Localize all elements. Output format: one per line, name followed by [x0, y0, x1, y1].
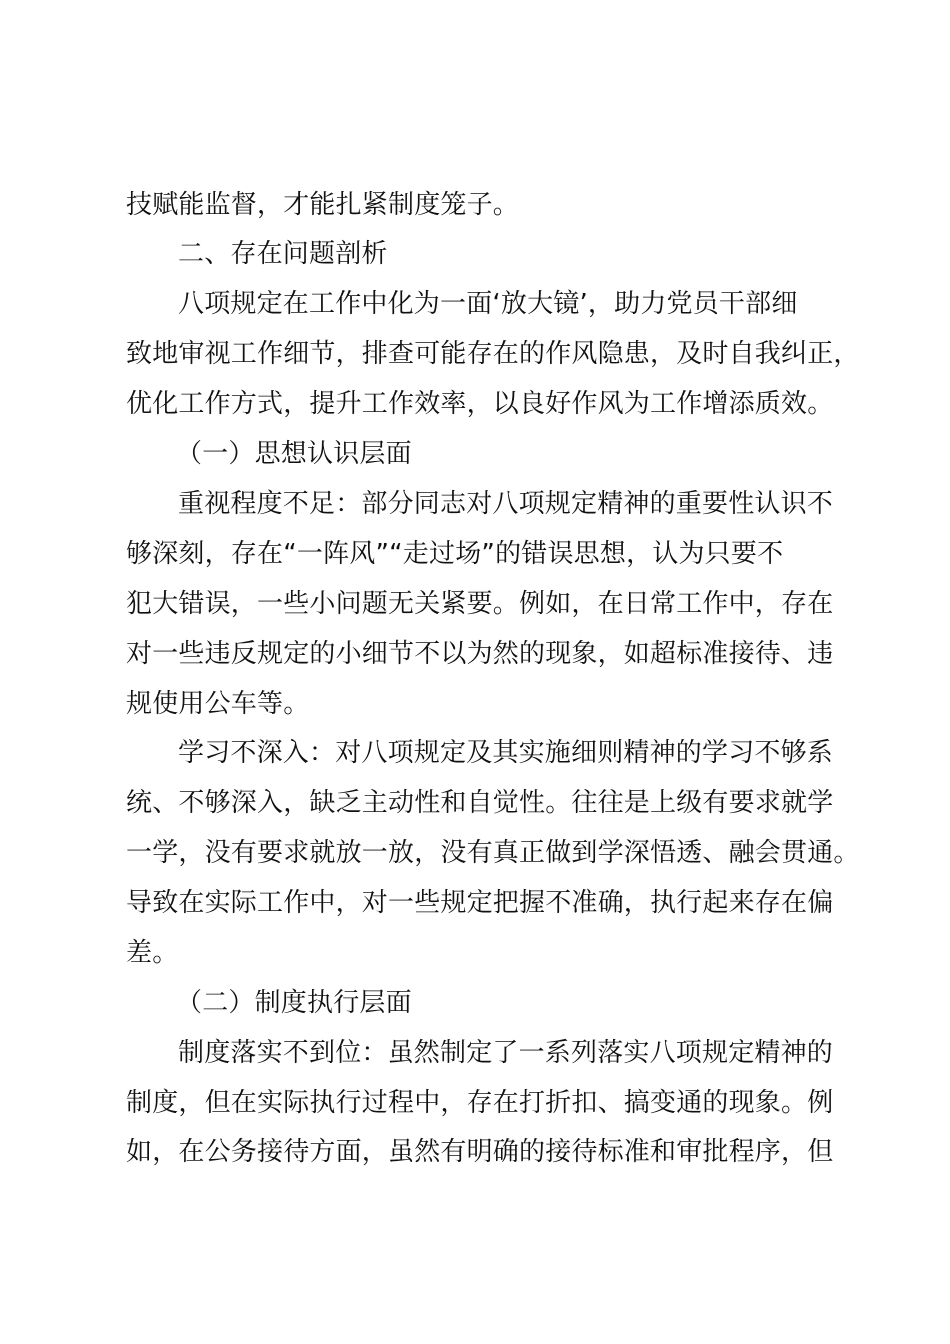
text-line: 差。: [126, 938, 179, 968]
text-line: 制度，但在实际执行过程中，存在打折扣、搞变通的现象。例: [126, 1088, 834, 1118]
text-line: 重视程度不足：部分同志对八项规定精神的重要性认识不: [178, 489, 834, 519]
text-line: 制度落实不到位：虽然制定了一系列落实八项规定精神的: [178, 1038, 834, 1068]
text-line: 规使用公车等。: [126, 689, 310, 719]
text-line: 八项规定在工作中化为一面‘放大镜’，助力党员干部细: [178, 289, 798, 319]
subsection-heading: （二）制度执行层面: [176, 988, 412, 1018]
section-heading: 二、存在问题剖析: [178, 239, 388, 269]
text-line: 致地审视工作细节，排查可能存在的作风隐患，及时自我纠正，: [126, 339, 860, 369]
text-line: 犯大错误，一些小问题无关紧要。例如，在日常工作中，存在: [126, 589, 834, 619]
text-line: 优化工作方式，提升工作效率，以良好作风为工作增添质效。: [126, 389, 834, 419]
subsection-heading: （一）思想认识层面: [176, 439, 412, 469]
text-line: 统、不够深入，缺乏主动性和自觉性。往往是上级有要求就学: [126, 788, 834, 818]
text-line: 一学，没有要求就放一放，没有真正做到学深悟透、融会贯通。: [126, 838, 860, 868]
text-line: 如，在公务接待方面，虽然有明确的接待标准和审批程序，但: [126, 1137, 834, 1167]
text-line: 对一些违反规定的小细节不以为然的现象，如超标准接待、违: [126, 639, 834, 669]
text-line: 够深刻，存在“一阵风”“走过场”的错误思想，认为只要不: [126, 539, 784, 569]
text-line: 技赋能监督，才能扎紧制度笼子。: [126, 190, 520, 220]
text-line: 学习不深入：对八项规定及其实施细则精神的学习不够系: [178, 738, 834, 768]
text-line: 导致在实际工作中，对一些规定把握不准确，执行起来存在偏: [126, 888, 834, 918]
